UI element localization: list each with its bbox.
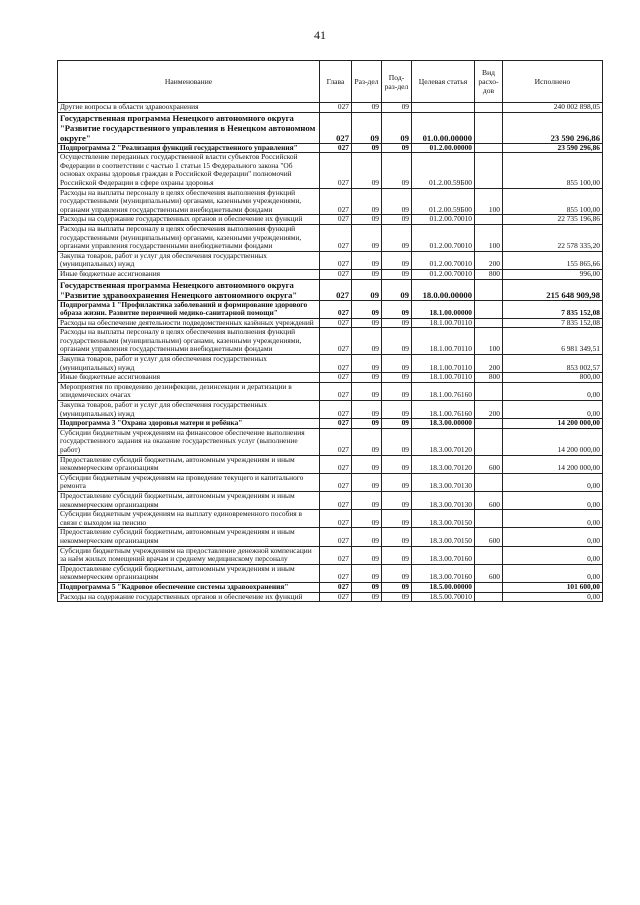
cell-vid [475,428,503,455]
cell-razdel: 09 [352,528,382,546]
cell-razdel: 09 [352,153,382,188]
cell-razdel: 09 [352,491,382,509]
cell-article: 01.2.00.00000 [412,143,475,153]
cell-name: Закупка товаров, работ и услуг для обеспечения государственных (муниципальных) нужд [58,401,320,419]
cell-podrazdel: 09 [382,251,412,269]
cell-name: Расходы на содержание государственных органов и обеспечение их функций [58,215,320,225]
cell-amount: 0,00 [503,382,603,400]
cell-glava: 027 [320,300,352,318]
cell-vid [475,143,503,153]
table-header-row [58,61,603,103]
cell-vid [475,419,503,429]
table-body [58,103,603,602]
cell-podrazdel: 09 [382,279,412,300]
cell-name: Иные бюджетные ассигнования [58,269,320,279]
cell-amount: 0,00 [503,592,603,602]
cell-glava: 027 [320,401,352,419]
cell-glava: 027 [320,318,352,328]
table-row [58,318,603,328]
cell-name: Подпрограмма 1 "Профилактика заболеваний и формирование здорового образа жизни. Развитие первичной медико-санитарной помощи" [58,300,320,318]
cell-razdel: 09 [352,455,382,473]
cell-podrazdel: 09 [382,419,412,429]
table-row [58,564,603,582]
cell-glava: 027 [320,224,352,251]
cell-article: 18.1.00.70110 [412,355,475,373]
cell-vid: 800 [475,373,503,383]
cell-razdel: 09 [352,269,382,279]
cell-razdel: 09 [352,215,382,225]
cell-amount: 155 865,66 [503,251,603,269]
cell-article: 01.0.00.00000 [412,112,475,143]
cell-vid [475,112,503,143]
table-row [58,419,603,429]
cell-article: 18.3.00.70160 [412,564,475,582]
cell-glava: 027 [320,328,352,355]
table-row [58,382,603,400]
cell-podrazdel: 09 [382,328,412,355]
cell-article: 18.5.00.00000 [412,582,475,592]
header-podrazdel: Под-раз-дел [382,61,412,103]
cell-vid: 600 [475,528,503,546]
cell-glava: 027 [320,215,352,225]
cell-vid: 200 [475,401,503,419]
cell-name: Иные бюджетные ассигнования [58,373,320,383]
cell-razdel: 09 [352,251,382,269]
cell-amount: 0,00 [503,546,603,564]
cell-name: Другие вопросы в области здравоохранения [58,103,320,113]
cell-name: Подпрограмма 5 "Кадровое обеспечение системы здравоохранения" [58,582,320,592]
cell-article: 01.2.00.70010 [412,224,475,251]
cell-amount: 22 578 335,20 [503,224,603,251]
cell-article: 18.5.00.70010 [412,592,475,602]
cell-podrazdel: 09 [382,188,412,215]
table-row [58,153,603,188]
table-row [58,592,603,602]
table-row [58,546,603,564]
cell-podrazdel: 09 [382,582,412,592]
cell-amount: 23 590 296,86 [503,112,603,143]
table-row [58,251,603,269]
cell-vid [475,318,503,328]
cell-amount: 0,00 [503,473,603,491]
cell-article: 01.2.00.59Б00 [412,188,475,215]
table-row [58,401,603,419]
cell-amount: 0,00 [503,528,603,546]
cell-vid [475,279,503,300]
cell-name: Закупка товаров, работ и услуг для обеспечения государственных (муниципальных) нужд [58,251,320,269]
cell-glava: 027 [320,528,352,546]
budget-table [57,60,603,602]
cell-vid: 100 [475,328,503,355]
table-row [58,269,603,279]
table-row [58,582,603,592]
cell-vid [475,215,503,225]
cell-podrazdel: 09 [382,355,412,373]
cell-razdel: 09 [352,428,382,455]
cell-amount: 7 835 152,08 [503,318,603,328]
cell-glava: 027 [320,143,352,153]
cell-name: Закупка товаров, работ и услуг для обеспечения государственных (муниципальных) нужд [58,355,320,373]
cell-article: 18.3.00.70150 [412,528,475,546]
cell-article: 18.3.00.70120 [412,455,475,473]
cell-razdel: 09 [352,401,382,419]
cell-razdel: 09 [352,279,382,300]
cell-podrazdel: 09 [382,215,412,225]
cell-vid: 100 [475,224,503,251]
cell-podrazdel: 09 [382,112,412,143]
cell-glava: 027 [320,564,352,582]
cell-glava: 027 [320,473,352,491]
cell-article: 18.3.00.00000 [412,419,475,429]
page-number: 41 [314,28,326,42]
cell-razdel: 09 [352,373,382,383]
cell-article: 01.2.00.70010 [412,269,475,279]
cell-article: 18.1.00.70110 [412,318,475,328]
cell-vid [475,300,503,318]
cell-razdel: 09 [352,188,382,215]
cell-article: 01.2.00.59Б00 [412,153,475,188]
table-row [58,373,603,383]
cell-glava: 027 [320,592,352,602]
cell-podrazdel: 09 [382,592,412,602]
cell-name: Субсидии бюджетным учреждениям на финансовое обеспечение выполнения государственного задания на оказание государственных услуг (выполнение работ) [58,428,320,455]
cell-name: Государственная программа Ненецкого автономного округа "Развитие государственного управления в Ненецком автономном округе" [58,112,320,143]
cell-amount: 0,00 [503,491,603,509]
cell-podrazdel: 09 [382,510,412,528]
cell-article [412,103,475,113]
cell-glava: 027 [320,491,352,509]
cell-article: 18.1.00.70110 [412,328,475,355]
cell-podrazdel: 09 [382,401,412,419]
cell-razdel: 09 [352,143,382,153]
cell-amount: 0,00 [503,510,603,528]
cell-razdel: 09 [352,300,382,318]
cell-razdel: 09 [352,355,382,373]
table-row [58,215,603,225]
cell-vid [475,546,503,564]
cell-name: Предоставление субсидий бюджетным, автономным учреждениям и иным некоммерческим организациям [58,528,320,546]
cell-vid [475,153,503,188]
cell-amount: 101 600,00 [503,582,603,592]
cell-name: Расходы на обеспечение деятельности подведомственных казённых учреждений [58,318,320,328]
cell-vid: 600 [475,491,503,509]
cell-razdel: 09 [352,103,382,113]
header-razdel: Раз-дел [352,61,382,103]
table-row [58,279,603,300]
table-row [58,143,603,153]
cell-name: Осуществление переданных государственной власти субъектов Российской Федерации в соответствии с частью 1 статьи 15 Федерального закона "Об основах охраны здоровья граждан в Российской Федерации" полномочий Российской Федерации в сфере охраны здоровья [58,153,320,188]
cell-glava: 027 [320,188,352,215]
cell-amount: 14 200 000,00 [503,428,603,455]
cell-vid: 800 [475,269,503,279]
cell-podrazdel: 09 [382,528,412,546]
table-row [58,428,603,455]
cell-vid: 600 [475,455,503,473]
cell-podrazdel: 09 [382,300,412,318]
cell-glava: 027 [320,510,352,528]
cell-glava: 027 [320,455,352,473]
cell-razdel: 09 [352,112,382,143]
cell-amount: 853 002,57 [503,355,603,373]
cell-podrazdel: 09 [382,103,412,113]
cell-razdel: 09 [352,592,382,602]
cell-podrazdel: 09 [382,455,412,473]
cell-podrazdel: 09 [382,373,412,383]
cell-vid [475,592,503,602]
cell-vid: 100 [475,188,503,215]
cell-razdel: 09 [352,382,382,400]
cell-name: Подпрограмма 3 "Охрана здоровья матери и ребёнка" [58,419,320,429]
cell-name: Мероприятия по проведению дезинфекции, дезинсекции и дератизации в эпидемических очагах [58,382,320,400]
cell-name: Расходы на выплаты персоналу в целях обеспечения выполнения функций государственными (муниципальными) органами, казенными учреждениями, органами управления государственными внебюджетными фондами [58,188,320,215]
cell-article: 18.3.00.70130 [412,491,475,509]
cell-name: Субсидии бюджетным учреждениям на проведение текущего и капитального ремонта [58,473,320,491]
cell-glava: 027 [320,269,352,279]
cell-amount: 0,00 [503,401,603,419]
cell-vid [475,382,503,400]
cell-podrazdel: 09 [382,224,412,251]
cell-podrazdel: 09 [382,491,412,509]
cell-glava: 027 [320,373,352,383]
cell-name: Предоставление субсидий бюджетным, автономным учреждениям и иным некоммерческим организациям [58,455,320,473]
cell-amount: 6 981 349,51 [503,328,603,355]
cell-razdel: 09 [352,419,382,429]
cell-glava: 027 [320,382,352,400]
cell-article: 01.2.00.70010 [412,251,475,269]
cell-name: Предоставление субсидий бюджетным, автономным учреждениям и иным некоммерческим организациям [58,491,320,509]
cell-razdel: 09 [352,224,382,251]
cell-razdel: 09 [352,318,382,328]
table-row [58,224,603,251]
cell-podrazdel: 09 [382,382,412,400]
cell-podrazdel: 09 [382,153,412,188]
cell-podrazdel: 09 [382,473,412,491]
cell-article: 18.3.00.70120 [412,428,475,455]
cell-glava: 027 [320,279,352,300]
cell-article: 18.1.00.70110 [412,373,475,383]
table-row [58,188,603,215]
cell-podrazdel: 09 [382,143,412,153]
header-name: Наименование [58,61,320,103]
cell-name: Подпрограмма 2 "Реализация функций государственного управления" [58,143,320,153]
cell-razdel: 09 [352,473,382,491]
cell-glava: 027 [320,112,352,143]
cell-glava: 027 [320,582,352,592]
cell-amount: 215 648 909,98 [503,279,603,300]
cell-amount: 240 002 898,05 [503,103,603,113]
table-row [58,528,603,546]
cell-amount: 0,00 [503,564,603,582]
cell-podrazdel: 09 [382,318,412,328]
cell-article: 01.2.00.70010 [412,215,475,225]
table-row [58,491,603,509]
cell-name: Субсидии бюджетным учреждениям на предоставление денежной компенсации за наём жилых помещений врачам и среднему медицинскому персоналу [58,546,320,564]
cell-glava: 027 [320,251,352,269]
cell-article: 18.1.00.00000 [412,300,475,318]
header-glava: Глава [320,61,352,103]
cell-article: 18.3.00.70130 [412,473,475,491]
cell-name: Расходы на выплаты персоналу в целях обеспечения выполнения функций государственными (муниципальными) органами, казенными учреждениями, органами управления государственными внебюджетными фондами [58,328,320,355]
cell-amount: 855 100,00 [503,188,603,215]
cell-amount: 7 835 152,08 [503,300,603,318]
table-row [58,355,603,373]
cell-glava: 027 [320,355,352,373]
cell-podrazdel: 09 [382,546,412,564]
cell-glava: 027 [320,103,352,113]
cell-name: Государственная программа Ненецкого автономного округа "Развитие здравоохранения Ненецкого автономного округа" [58,279,320,300]
cell-vid [475,473,503,491]
cell-glava: 027 [320,153,352,188]
table-row [58,510,603,528]
cell-razdel: 09 [352,564,382,582]
cell-vid [475,510,503,528]
cell-name: Предоставление субсидий бюджетным, автономным учреждениям и иным некоммерческим организациям [58,564,320,582]
cell-amount: 855 100,00 [503,153,603,188]
cell-vid: 200 [475,355,503,373]
cell-amount: 23 590 296,86 [503,143,603,153]
cell-amount: 14 200 000,00 [503,455,603,473]
cell-name: Расходы на содержание государственных органов и обеспечение их функций [58,592,320,602]
cell-name: Расходы на выплаты персоналу в целях обеспечения выполнения функций государственными (муниципальными) органами, казенными учреждениями, органами управления государственными внебюджетными фондами [58,224,320,251]
header-done: Исполнено [503,61,603,103]
cell-razdel: 09 [352,546,382,564]
table-row [58,473,603,491]
cell-razdel: 09 [352,510,382,528]
table-row [58,455,603,473]
table-row [58,112,603,143]
cell-podrazdel: 09 [382,564,412,582]
table-row [58,300,603,318]
cell-vid: 200 [475,251,503,269]
cell-glava: 027 [320,419,352,429]
cell-glava: 027 [320,546,352,564]
cell-amount: 996,00 [503,269,603,279]
cell-podrazdel: 09 [382,428,412,455]
cell-vid [475,103,503,113]
cell-amount: 800,00 [503,373,603,383]
cell-article: 18.3.00.70160 [412,546,475,564]
cell-glava: 027 [320,428,352,455]
cell-amount: 22 735 196,86 [503,215,603,225]
cell-podrazdel: 09 [382,269,412,279]
cell-amount: 14 200 000,00 [503,419,603,429]
cell-vid [475,582,503,592]
cell-name: Субсидии бюджетным учреждениям на выплату единовременного пособия в связи с выходом на пенсию [58,510,320,528]
header-article: Целевая статья [412,61,475,103]
table-row [58,328,603,355]
cell-article: 18.3.00.70150 [412,510,475,528]
cell-article: 18.1.00.76160 [412,401,475,419]
header-vid: Вид расхо-дов [475,61,503,103]
cell-razdel: 09 [352,582,382,592]
table-row [58,103,603,113]
cell-razdel: 09 [352,328,382,355]
cell-article: 18.1.00.76160 [412,382,475,400]
cell-vid: 600 [475,564,503,582]
cell-article: 18.0.00.00000 [412,279,475,300]
